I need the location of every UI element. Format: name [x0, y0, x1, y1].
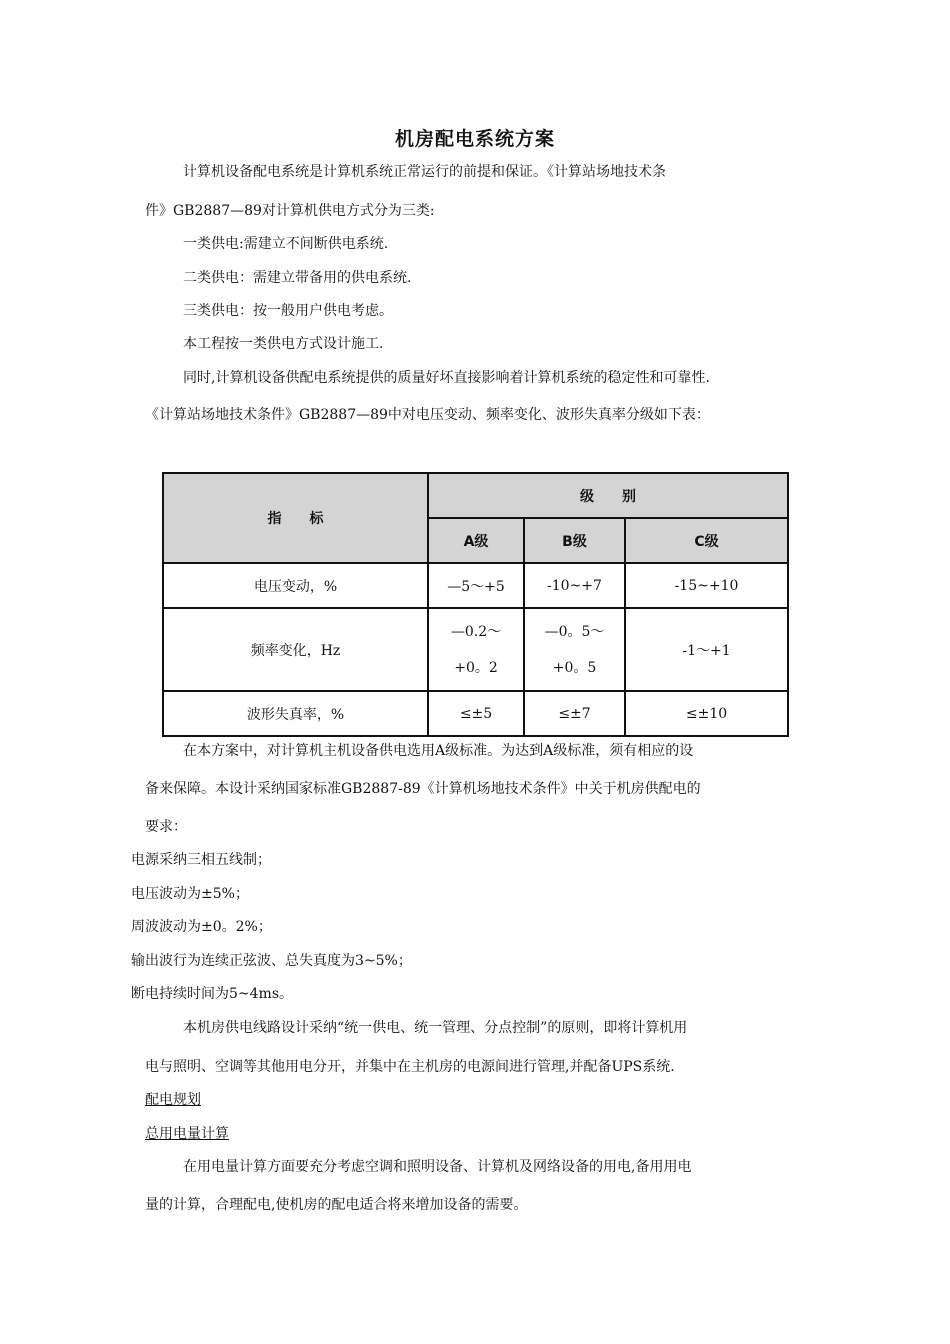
row-name: 波形失真率，%: [163, 691, 428, 736]
value-a: —5～+5: [428, 563, 524, 608]
value-b: -10~+7: [524, 563, 625, 608]
load-paragraph-line-2: 量的计算，合理配电,使机房的配电适合将来增加设备的需要。: [145, 1197, 528, 1213]
header-class-a: A级: [428, 518, 524, 563]
quality-paragraph: 同时,计算机设备供配电系统提供的质量好坏直接影响着计算机系统的稳定性和可靠性.: [183, 370, 710, 386]
table-intro: 《计算站场地技术条件》GB2887—89中对电压变动、频率变化、波形失真率分级如下表：: [145, 407, 710, 423]
value-c: -1～+1: [625, 608, 788, 691]
value-c: -15~+10: [625, 563, 788, 608]
requirement-item: 电压波动为±5%；: [131, 886, 249, 902]
requirement-item: 输出波行为连续正弦波、总失真度为3~5%；: [131, 953, 412, 969]
value-b-line-2: +0。5: [552, 659, 597, 676]
intro-paragraph-line-2: 件》GB2887—89对计算机供电方式分为三类:: [145, 203, 435, 219]
row-name: 频率变化，Hz: [163, 608, 428, 691]
standard-paragraph-line-3: 要求：: [145, 819, 187, 835]
table-row: [163, 691, 788, 736]
value-b-line-1: —0。5～: [544, 623, 605, 640]
power-class-3: 三类供电：按一般用户供电考虑。: [183, 303, 393, 319]
header-indicator: 指 标: [163, 473, 428, 563]
value-b: [524, 608, 625, 691]
principle-paragraph-line-2: 电与照明、空调等其他用电分开，并集中在主机房的电源间进行管理,并配备UPS系统.: [145, 1059, 675, 1075]
section-heading-total-load: 总用电量计算: [145, 1126, 229, 1142]
value-a-line-1: —0.2～: [450, 623, 502, 640]
header-class-c: C级: [625, 518, 788, 563]
value-c: ≤±10: [625, 691, 788, 736]
standard-paragraph-line-2: 备来保障。本设计采纳国家标准GB2887-89《计算机场地技术条件》中关于机房供配电的: [145, 781, 701, 797]
power-quality-table: [162, 472, 789, 737]
principle-paragraph-line-1: 本机房供电线路设计采纳“统一供电、统一管理、分点控制”的原则，即将计算机用: [183, 1020, 688, 1036]
value-a-line-2: +0。2: [454, 659, 498, 676]
project-statement: 本工程按一类供电方式设计施工.: [183, 336, 384, 352]
table-row: [163, 608, 788, 691]
value-a: [428, 608, 524, 691]
row-name: 电压变动，%: [163, 563, 428, 608]
requirement-item: 周波波动为±0。2%；: [131, 919, 272, 935]
standard-paragraph-line-1: 在本方案中，对计算机主机设备供电选用A级标准。为达到A级标准，须有相应的设: [183, 743, 694, 759]
section-heading-distribution: 配电规划: [145, 1092, 201, 1108]
requirement-item: 断电持续时间为5~4ms。: [131, 986, 294, 1002]
intro-paragraph-line-1: 计算机设备配电系统是计算机系统正常运行的前提和保证。《计算站场地技术条: [183, 164, 666, 180]
document-title: 机房配电系统方案: [394, 128, 555, 150]
table-row: [163, 563, 788, 608]
power-class-1: 一类供电:需建立不间断供电系统.: [183, 236, 389, 252]
requirement-item: 电源采纳三相五线制；: [131, 852, 271, 868]
header-class-b: B级: [524, 518, 625, 563]
power-class-2: 二类供电：需建立带备用的供电系统.: [183, 270, 412, 286]
load-paragraph-line-1: 在用电量计算方面要充分考虑空调和照明设备、计算机及网络设备的用电,备用用电: [183, 1159, 692, 1175]
value-b: ≤±7: [524, 691, 625, 736]
value-a: ≤±5: [428, 691, 524, 736]
header-level: 级 别: [428, 473, 788, 518]
